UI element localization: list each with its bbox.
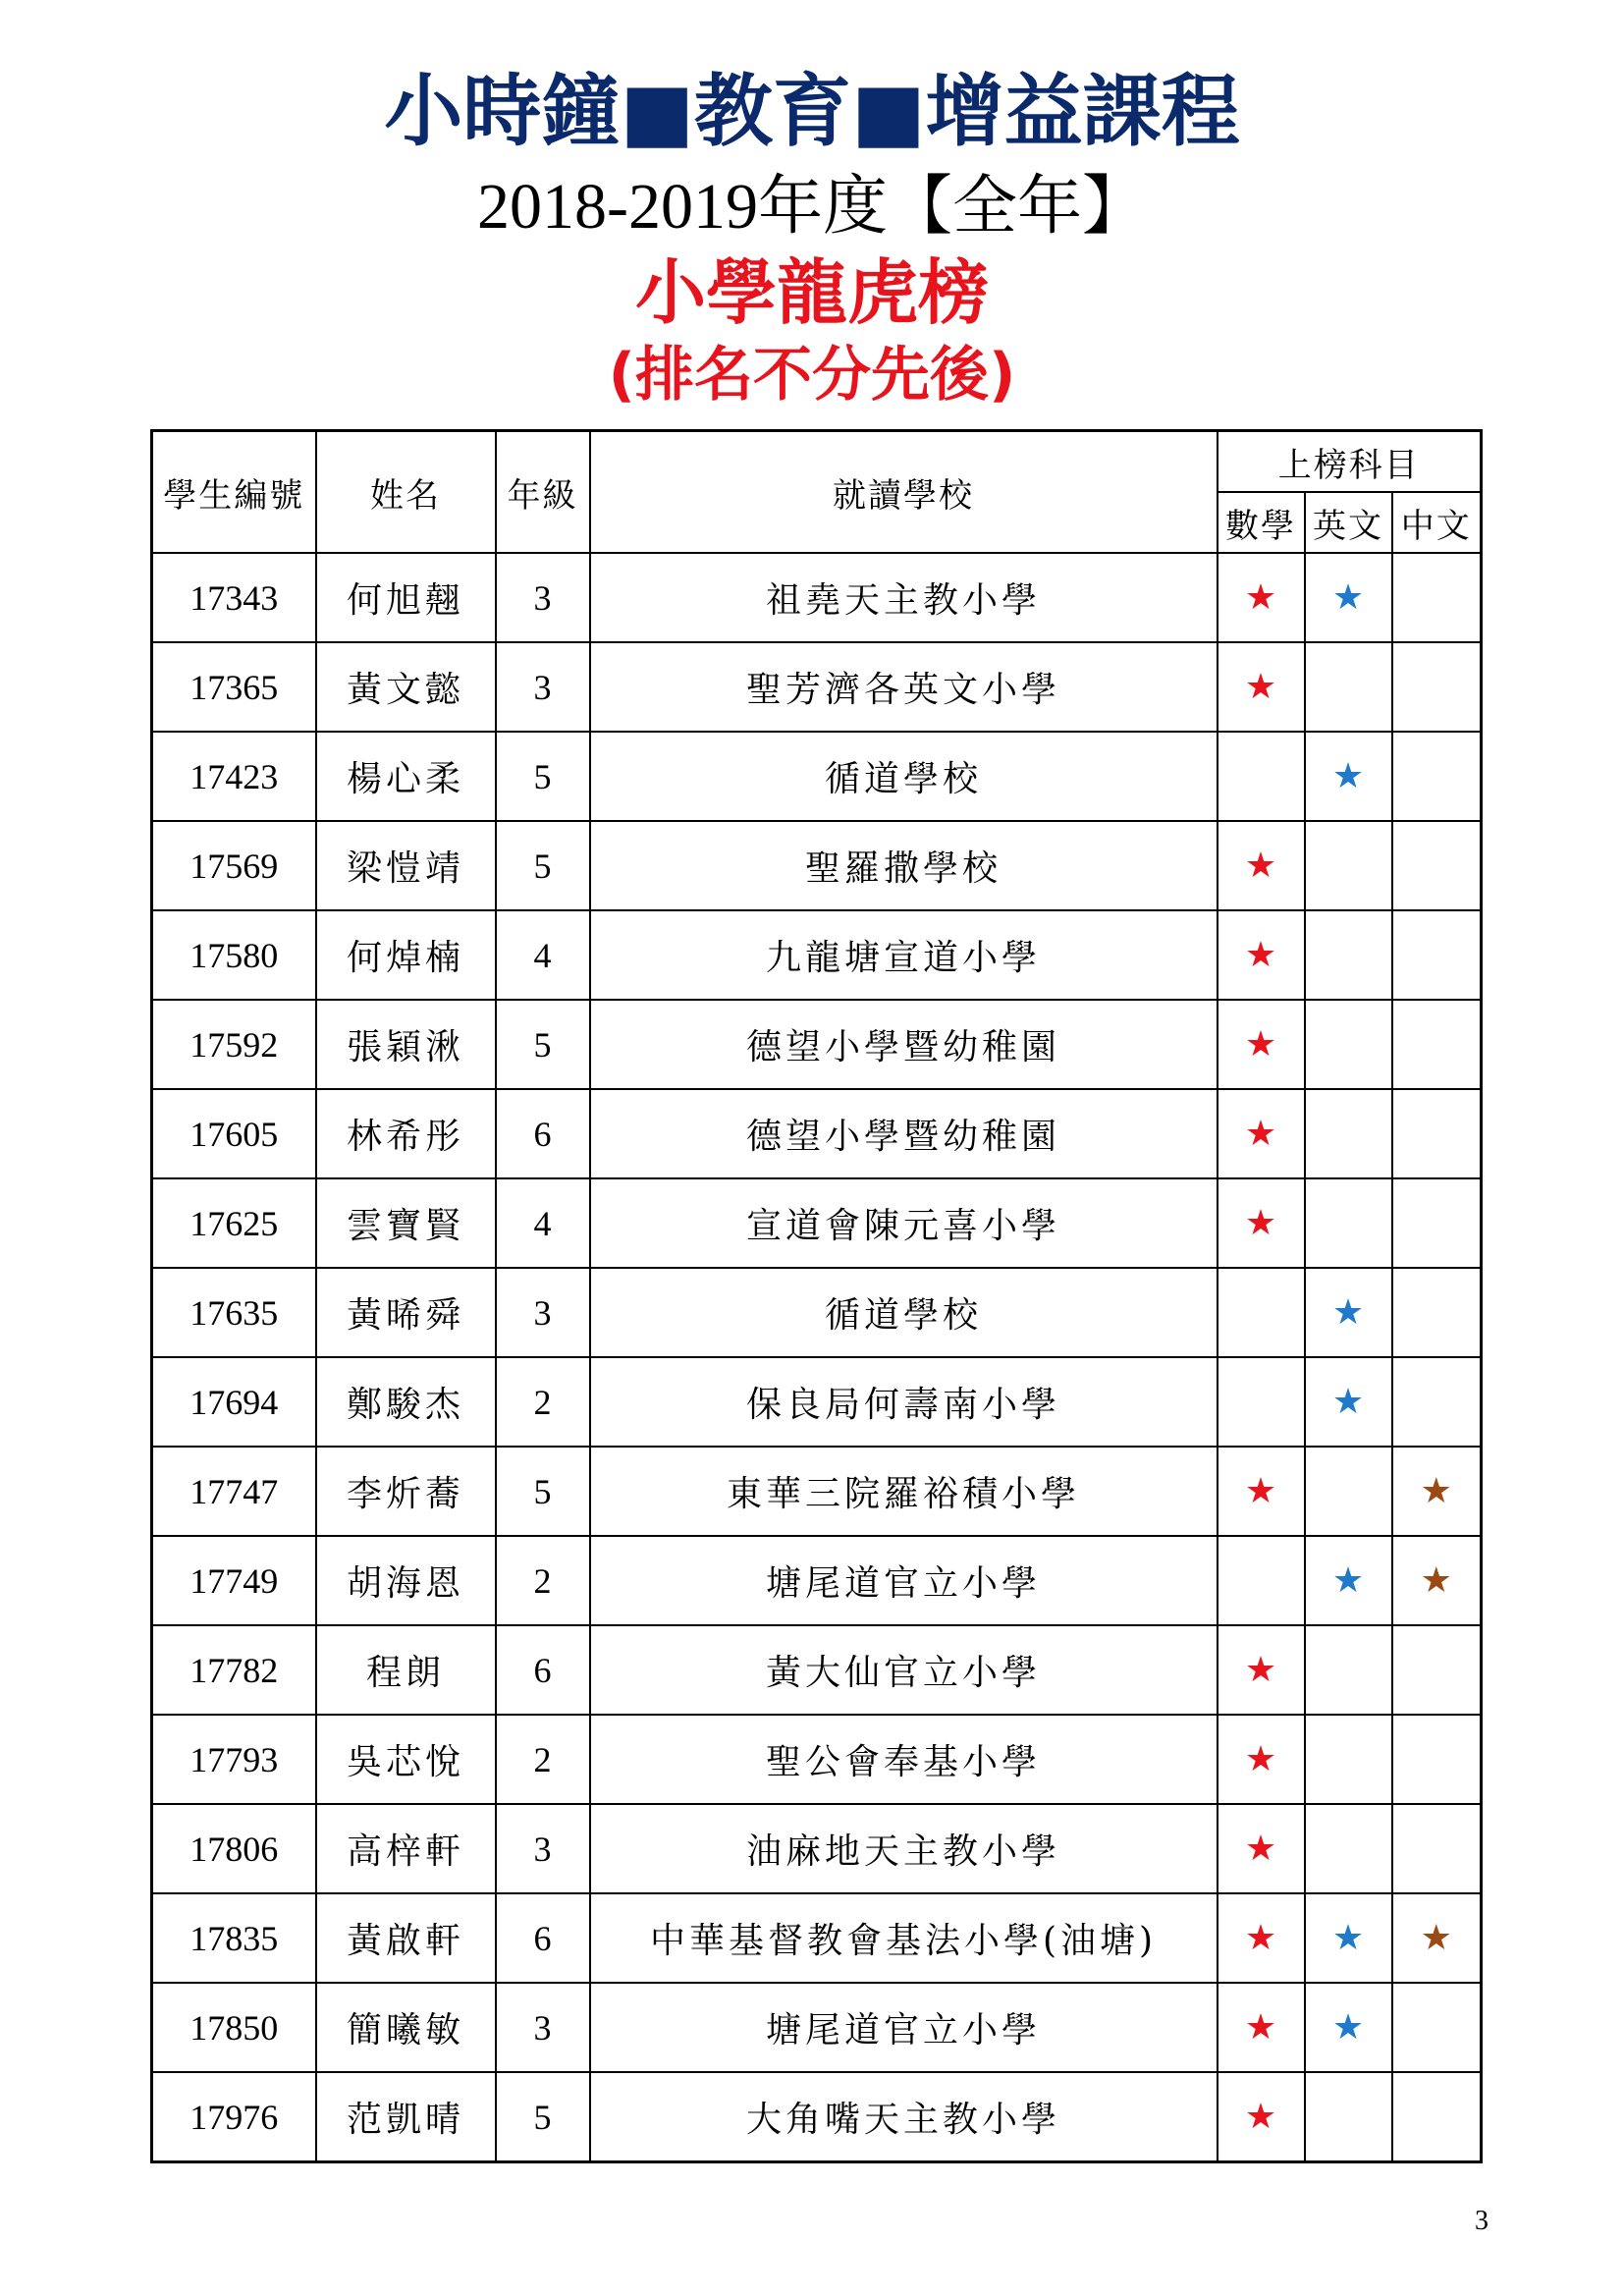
english-cell <box>1305 1893 1392 1983</box>
table-row <box>152 1983 1482 2072</box>
student-school: 聖羅撒學校 <box>590 821 1218 910</box>
math-star-icon: ★ <box>1244 1649 1277 1690</box>
english-cell <box>1305 1357 1392 1447</box>
student-name: 張穎湫 <box>316 1000 496 1089</box>
math-cell <box>1218 1447 1305 1536</box>
student-school: 祖堯天主教小學 <box>590 553 1218 642</box>
math-star-icon: ★ <box>1244 1470 1277 1511</box>
student-grade: 3 <box>496 1268 590 1357</box>
student-grade: 5 <box>496 821 590 910</box>
math-star-icon: ★ <box>1244 1738 1277 1779</box>
student-name: 何焯楠 <box>316 910 496 1000</box>
student-name: 黃啟軒 <box>316 1893 496 1983</box>
header-school: 就讀學校 <box>590 431 1218 554</box>
student-name: 何旭翹 <box>316 553 496 642</box>
chinese-cell <box>1392 1893 1482 1983</box>
student-name: 梁愷靖 <box>316 821 496 910</box>
math-star-icon: ★ <box>1244 845 1277 886</box>
math-star-icon: ★ <box>1244 2096 1277 2137</box>
chinese-cell <box>1392 1178 1482 1268</box>
chinese-cell <box>1392 1536 1482 1625</box>
student-id: 17835 <box>152 1893 316 1983</box>
student-grade: 3 <box>496 553 590 642</box>
math-cell <box>1218 910 1305 1000</box>
english-star-icon: ★ <box>1331 1381 1365 1422</box>
student-name: 鄭駿杰 <box>316 1357 496 1447</box>
table-row <box>152 910 1482 1000</box>
english-cell <box>1305 1268 1392 1357</box>
student-id: 17747 <box>152 1447 316 1536</box>
student-name: 林希彤 <box>316 1089 496 1178</box>
student-id: 17592 <box>152 1000 316 1089</box>
english-star-icon: ★ <box>1331 576 1365 618</box>
page-number: 3 <box>1475 2206 1489 2236</box>
student-name: 雲寶賢 <box>316 1178 496 1268</box>
math-star-icon: ★ <box>1244 1917 1277 1958</box>
english-cell <box>1305 732 1392 821</box>
student-school: 塘尾道官立小學 <box>590 1983 1218 2072</box>
math-star-icon: ★ <box>1244 1202 1277 1243</box>
student-id: 17976 <box>152 2072 316 2162</box>
english-cell <box>1305 1089 1392 1178</box>
student-grade: 2 <box>496 1536 590 1625</box>
student-id: 17605 <box>152 1089 316 1178</box>
table-body <box>152 553 1482 2162</box>
english-cell <box>1305 1536 1392 1625</box>
table-row <box>152 1715 1482 1804</box>
student-grade: 6 <box>496 1893 590 1983</box>
english-cell <box>1305 642 1392 732</box>
chinese-cell <box>1392 2072 1482 2162</box>
math-star-icon: ★ <box>1244 576 1277 618</box>
math-star-icon: ★ <box>1244 666 1277 707</box>
header-chinese: 中文 <box>1392 492 1482 553</box>
math-cell <box>1218 1983 1305 2072</box>
math-cell <box>1218 1893 1305 1983</box>
chinese-cell <box>1392 1357 1482 1447</box>
student-id: 17749 <box>152 1536 316 1625</box>
student-grade: 4 <box>496 910 590 1000</box>
student-name: 黃文懿 <box>316 642 496 732</box>
student-school: 循道學校 <box>590 1268 1218 1357</box>
header-name: 姓名 <box>316 431 496 554</box>
math-cell <box>1218 1089 1305 1178</box>
chinese-cell <box>1392 1715 1482 1804</box>
honor-roll-table <box>150 429 1483 2163</box>
table-row <box>152 1178 1482 1268</box>
student-school: 塘尾道官立小學 <box>590 1536 1218 1625</box>
student-school: 宣道會陳元喜小學 <box>590 1178 1218 1268</box>
student-name: 吳芯悅 <box>316 1715 496 1804</box>
table-row <box>152 821 1482 910</box>
english-cell <box>1305 1804 1392 1893</box>
english-cell <box>1305 1178 1392 1268</box>
student-grade: 5 <box>496 2072 590 2162</box>
student-school: 黃大仙官立小學 <box>590 1625 1218 1715</box>
student-id: 17782 <box>152 1625 316 1715</box>
table-row <box>152 1625 1482 1715</box>
student-id: 17806 <box>152 1804 316 1893</box>
english-cell <box>1305 1625 1392 1715</box>
academic-year: 2018-2019年度【全年】 <box>477 171 1147 243</box>
student-school: 中華基督教會基法小學(油塘) <box>590 1893 1218 1983</box>
english-star-icon: ★ <box>1331 1917 1365 1958</box>
student-name: 程朗 <box>316 1625 496 1715</box>
english-cell <box>1305 553 1392 642</box>
student-grade: 3 <box>496 1804 590 1893</box>
math-cell <box>1218 1804 1305 1893</box>
english-cell <box>1305 2072 1392 2162</box>
chinese-cell <box>1392 732 1482 821</box>
chinese-cell <box>1392 1983 1482 2072</box>
english-star-icon: ★ <box>1331 755 1365 796</box>
table-row <box>152 1000 1482 1089</box>
table-row <box>152 1536 1482 1625</box>
honor-list-title: 小學龍虎榜 <box>634 251 989 334</box>
student-id: 17793 <box>152 1715 316 1804</box>
chinese-star-icon: ★ <box>1420 1470 1452 1511</box>
table-row <box>152 642 1482 732</box>
math-cell <box>1218 2072 1305 2162</box>
student-school: 東華三院羅裕積小學 <box>590 1447 1218 1536</box>
english-star-icon: ★ <box>1331 1291 1365 1333</box>
student-id: 17569 <box>152 821 316 910</box>
student-id: 17580 <box>152 910 316 1000</box>
chinese-cell <box>1392 1804 1482 1893</box>
english-cell <box>1305 1000 1392 1089</box>
student-school: 保良局何壽南小學 <box>590 1357 1218 1447</box>
table-row <box>152 1268 1482 1357</box>
english-cell <box>1305 1447 1392 1536</box>
math-cell <box>1218 1715 1305 1804</box>
header-english: 英文 <box>1305 492 1392 553</box>
chinese-cell <box>1392 1268 1482 1357</box>
student-school: 油麻地天主教小學 <box>590 1804 1218 1893</box>
math-star-icon: ★ <box>1244 2006 1277 2048</box>
chinese-cell <box>1392 1000 1482 1089</box>
table-row <box>152 1357 1482 1447</box>
student-name: 范凱晴 <box>316 2072 496 2162</box>
english-cell <box>1305 1983 1392 2072</box>
student-name: 高梓軒 <box>316 1804 496 1893</box>
student-name: 李炘蕎 <box>316 1447 496 1536</box>
header-subjects: 上榜科目 <box>1218 431 1482 493</box>
table-row <box>152 1089 1482 1178</box>
english-cell <box>1305 821 1392 910</box>
student-grade: 5 <box>496 1000 590 1089</box>
ranking-note: (排名不分先後) <box>608 341 1016 410</box>
student-grade: 2 <box>496 1715 590 1804</box>
student-id: 17694 <box>152 1357 316 1447</box>
chinese-star-icon: ★ <box>1420 1917 1452 1958</box>
math-cell <box>1218 1357 1305 1447</box>
math-cell <box>1218 732 1305 821</box>
table-row <box>152 732 1482 821</box>
student-school: 大角嘴天主教小學 <box>590 2072 1218 2162</box>
table-row <box>152 1447 1482 1536</box>
student-school: 德望小學暨幼稚園 <box>590 1089 1218 1178</box>
student-name: 楊心柔 <box>316 732 496 821</box>
chinese-cell <box>1392 1625 1482 1715</box>
english-cell <box>1305 1715 1392 1804</box>
english-star-icon: ★ <box>1331 1559 1365 1601</box>
header-grade: 年級 <box>496 431 590 554</box>
math-cell <box>1218 642 1305 732</box>
chinese-cell <box>1392 1447 1482 1536</box>
chinese-cell <box>1392 553 1482 642</box>
student-school: 九龍塘宣道小學 <box>590 910 1218 1000</box>
math-cell <box>1218 1000 1305 1089</box>
math-cell <box>1218 1625 1305 1715</box>
student-name: 胡海恩 <box>316 1536 496 1625</box>
chinese-cell <box>1392 910 1482 1000</box>
student-id: 17635 <box>152 1268 316 1357</box>
student-name: 黃晞舜 <box>316 1268 496 1357</box>
header-student-id: 學生編號 <box>152 431 316 554</box>
student-id: 17423 <box>152 732 316 821</box>
chinese-cell <box>1392 1089 1482 1178</box>
math-cell <box>1218 1536 1305 1625</box>
student-school: 德望小學暨幼稚園 <box>590 1000 1218 1089</box>
chinese-star-icon: ★ <box>1420 1559 1452 1601</box>
student-school: 聖公會奉基小學 <box>590 1715 1218 1804</box>
table-row <box>152 2072 1482 2162</box>
student-id: 17343 <box>152 553 316 642</box>
student-grade: 2 <box>496 1357 590 1447</box>
math-star-icon: ★ <box>1244 1828 1277 1869</box>
math-star-icon: ★ <box>1244 1113 1277 1154</box>
course-title: 小時鐘■教育■增益課程 <box>384 66 1240 157</box>
student-school: 循道學校 <box>590 732 1218 821</box>
student-id: 17625 <box>152 1178 316 1268</box>
math-star-icon: ★ <box>1244 1023 1277 1065</box>
english-star-icon: ★ <box>1331 2006 1365 2048</box>
math-cell <box>1218 821 1305 910</box>
student-grade: 6 <box>496 1089 590 1178</box>
table-row <box>152 1804 1482 1893</box>
student-id: 17850 <box>152 1983 316 2072</box>
student-grade: 5 <box>496 732 590 821</box>
english-cell <box>1305 910 1392 1000</box>
student-grade: 4 <box>496 1178 590 1268</box>
student-school: 聖芳濟各英文小學 <box>590 642 1218 732</box>
table-row <box>152 1893 1482 1983</box>
student-name: 簡曦敏 <box>316 1983 496 2072</box>
student-grade: 5 <box>496 1447 590 1536</box>
header-math: 數學 <box>1218 492 1305 553</box>
math-cell <box>1218 553 1305 642</box>
chinese-cell <box>1392 821 1482 910</box>
math-cell <box>1218 1178 1305 1268</box>
student-grade: 6 <box>496 1625 590 1715</box>
math-cell <box>1218 1268 1305 1357</box>
table-row <box>152 553 1482 642</box>
student-grade: 3 <box>496 1983 590 2072</box>
math-star-icon: ★ <box>1244 934 1277 975</box>
chinese-cell <box>1392 642 1482 732</box>
student-grade: 3 <box>496 642 590 732</box>
student-id: 17365 <box>152 642 316 732</box>
